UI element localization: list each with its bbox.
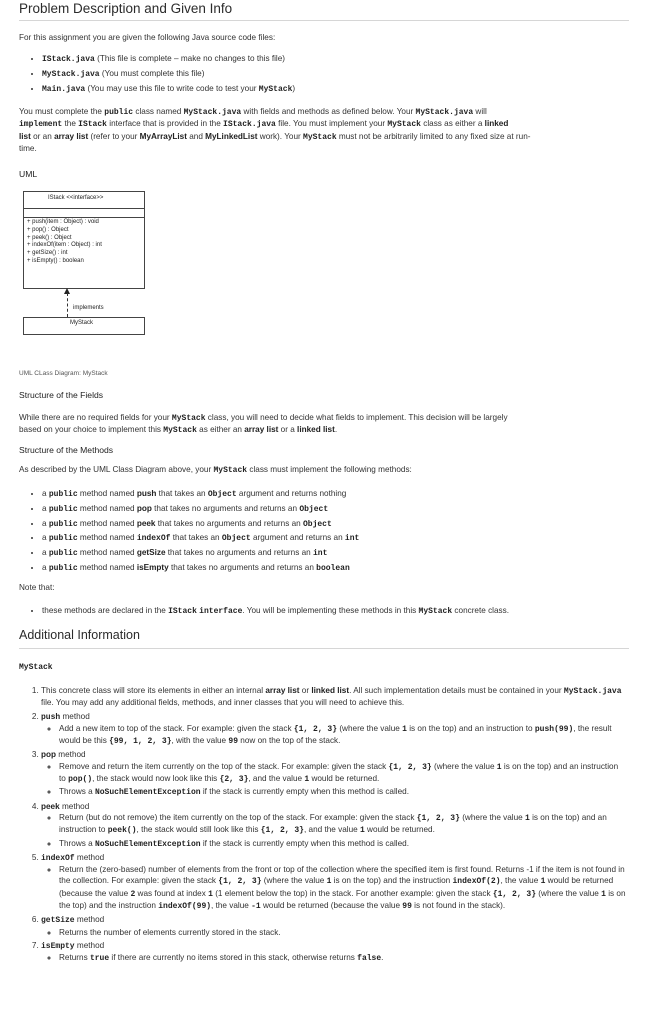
file-note: (You may use this file to write code to test your	[87, 83, 259, 93]
file-name: IStack.java	[42, 55, 95, 64]
mystack-heading: MyStack	[19, 663, 53, 672]
detail-bullet: ◦ Remove and return the item currently on the top of the stack. For example: given the stack {1, 2, 3} (where the value 1 is on the top) and an instruction to pop(), the stack would now look like this {2, 3}, and the value 1 would be returned.	[59, 761, 627, 786]
detail-item: 7. isEmpty method ◦ Returns true if there are currently no items stored in this stack, otherwise returns false.	[41, 940, 627, 965]
detail-bullet: ◦ Throws a NoSuchElementException if the stack is currently empty when this method is called.	[59, 838, 627, 850]
note-label: Note that:	[19, 583, 55, 592]
file-name: Main.java	[42, 84, 86, 94]
detail-item: 2. push method ◦ Add a new item to top of the stack. For example: given the stack {1, 2, 3} (where the value 1 is on the top) and an instruction to push(99), the result would be this {99, 1, 2, 3}, with the value 99 now on the top of the stack.	[41, 711, 627, 748]
uml-method: + indexOf(item : Object) : int	[27, 242, 102, 249]
title-divider	[19, 20, 629, 21]
section-divider	[19, 648, 629, 649]
detail-item: 6. getSize method ◦ Returns the number of elements currently stored in the stack.	[41, 914, 627, 938]
detail-bullet: ◦ Add a new item to top of the stack. For example: given the stack {1, 2, 3} (where the value 1 is on the top) and an instruction to push(99), the result would be this {99, 1, 2, 3}, with the value 99 now on the top of the stack.	[59, 723, 627, 748]
file-note-code: MyStack	[258, 84, 293, 94]
file-note: (You must complete this file)	[101, 68, 205, 78]
file-name: MyStack.java	[42, 69, 100, 79]
list-item	[42, 53, 632, 65]
list-item: • a public method named getSize that takes no arguments and returns an int	[42, 547, 632, 559]
intro-text: For this assignment you are given the following Java source code files:	[19, 33, 276, 42]
detail-item: 1. This concrete class will store its elements in either an internal array list or linked list. All such implementation details must be contained in your MyStack.java file. You may add any additional fields, methods, and inner classes that you will need to achieve this.	[41, 685, 627, 709]
fields-paragraph: While there are no required fields for your MyStack class, you will need to decide what fields to implement. This decision will be largely based on your choice to implement this MyStack as either an array list or a linked list.	[19, 413, 508, 436]
detail-item: 5. indexOf method ◦ Return the (zero-based) number of elements from the front or top of the collection where the specified item is first found. Returns -1 if the item is not found in the collection. For example: given the stack {1, 2, 3} (where the value 1 is on the top) and the instruction indexOf(2), the value 1 would be returned (because the value 2 was found at index 1 (1 element below the top) in the stack. For another example: given the stack {1, 2, 3} (where the value 1 is on the top) and the instruction indexOf(99), the value -1 would be returned (because the value 99 is not found in the stack).	[41, 852, 627, 912]
detail-bullet: ◦ Returns the number of elements currently stored in the stack.	[59, 927, 627, 938]
class-name: MyStack	[70, 320, 94, 326]
interface-box	[23, 191, 145, 289]
uml-heading: UML	[19, 169, 38, 179]
interface-name: IStack <<interface>>	[24, 192, 144, 209]
list-item	[42, 68, 632, 80]
methods-intro: As described by the UML Class Diagram above, your MyStack class must implement the following methods:	[19, 465, 412, 475]
list-item: • a public method named peek that takes no arguments and returns an Object	[42, 518, 632, 530]
detail-bullet: ◦ Returns true if there are currently no items stored in this stack, otherwise returns false.	[59, 952, 627, 964]
page-title: Problem Description and Given Info	[19, 1, 233, 16]
list-item: • a public method named push that takes an Object argument and returns nothing	[42, 488, 632, 500]
uml-method: + push(item : Object) : void	[27, 219, 99, 225]
list-item: • a public method named pop that takes no arguments and returns an Object	[42, 503, 632, 515]
requirements-paragraph: You must complete the public class named MyStack.java with fields and methods as defined below. Your MyStack.java will implement the IStack interface that is provided in the IStack.java file. You must implement your MyStack class as either a linked list or an array list (refer to your MyArrayList and MyLinkedList work). Your MyStack must not be arbitrarily limited to any fixed size at run- time.	[19, 107, 531, 153]
file-list	[29, 53, 632, 97]
list-item: • a public method named indexOf that takes an Object argument and returns an int	[42, 532, 632, 544]
methods-heading: Structure of the Methods	[19, 445, 114, 455]
file-note: (This file is complete – make no changes to this file)	[97, 54, 286, 63]
detail-item: 3. pop method ◦ Remove and return the item currently on the top of the stack. For example: given the stack {1, 2, 3} (where the value 1 is on the top) and an instruction to pop(), the stack would now look like this {2, 3}, and the value 1 would be returned. ◦ Throws a NoSuchElementException if the stack is currently empty when this method is called.	[41, 749, 627, 798]
file-note-close: )	[292, 83, 296, 93]
list-item	[42, 83, 632, 95]
detail-item: 4. peek method ◦ Return (but do not remove) the item currently on the top of the stack. For example: given the stack {1, 2, 3} (where the value 1 is on the top) and an instruction to peek(), the stack would still look like this {1, 2, 3}, and the value 1 would be returned. ◦ Throws a NoSuchElementException if the stack is currently empty when this method is called.	[41, 801, 627, 850]
realization-line	[67, 293, 68, 317]
uml-method: + pop() : Object	[27, 226, 69, 233]
uml-method: + getSize() : int	[27, 250, 68, 257]
detail-bullet: ◦ Throws a NoSuchElementException if the stack is currently empty when this method is called.	[59, 786, 627, 798]
uml-method: + isEmpty() : boolean	[27, 257, 84, 264]
detail-bullet: ◦ Return the (zero-based) number of elements from the front or top of the collection where the specified item is first found. Returns -1 if the item is not found in the collection. For example: given the stack {1, 2, 3} (where the value 1 is on the top) and the instruction indexOf(2), the value 1 would be returned (because the value 2 was found at index 1 (1 element below the top) in the stack. For another example: given the stack {1, 2, 3} (where the value 1 is on the top) and the instruction indexOf(99), the value -1 would be returned (because the value 99 is not found in the stack).	[59, 864, 627, 912]
uml-caption: UML CLass Diagram: MyStack	[19, 370, 108, 377]
interface-fields	[24, 209, 144, 218]
method-list	[29, 488, 632, 577]
relation-label: implements	[73, 305, 104, 311]
additional-heading: Additional Information	[19, 628, 140, 642]
uml-method: + peek() : Object	[27, 234, 72, 241]
list-item: • a public method named isEmpty that takes no arguments and returns an boolean	[42, 562, 632, 574]
uml-diagram	[23, 191, 148, 341]
class-box	[23, 317, 145, 335]
detail-bullet: ◦ Return (but do not remove) the item currently on the top of the stack. For example: given the stack {1, 2, 3} (where the value 1 is on the top) and an instruction to peek(), the stack would still look like this {1, 2, 3}, and the value 1 would be returned.	[59, 812, 627, 837]
interface-methods	[24, 218, 144, 266]
method-details	[19, 685, 627, 967]
fields-heading: Structure of the Fields	[19, 390, 104, 400]
list-item: • these methods are declared in the IStack interface. You will be implementing these methods in this MyStack concrete class.	[42, 605, 632, 617]
note-list	[29, 605, 632, 620]
